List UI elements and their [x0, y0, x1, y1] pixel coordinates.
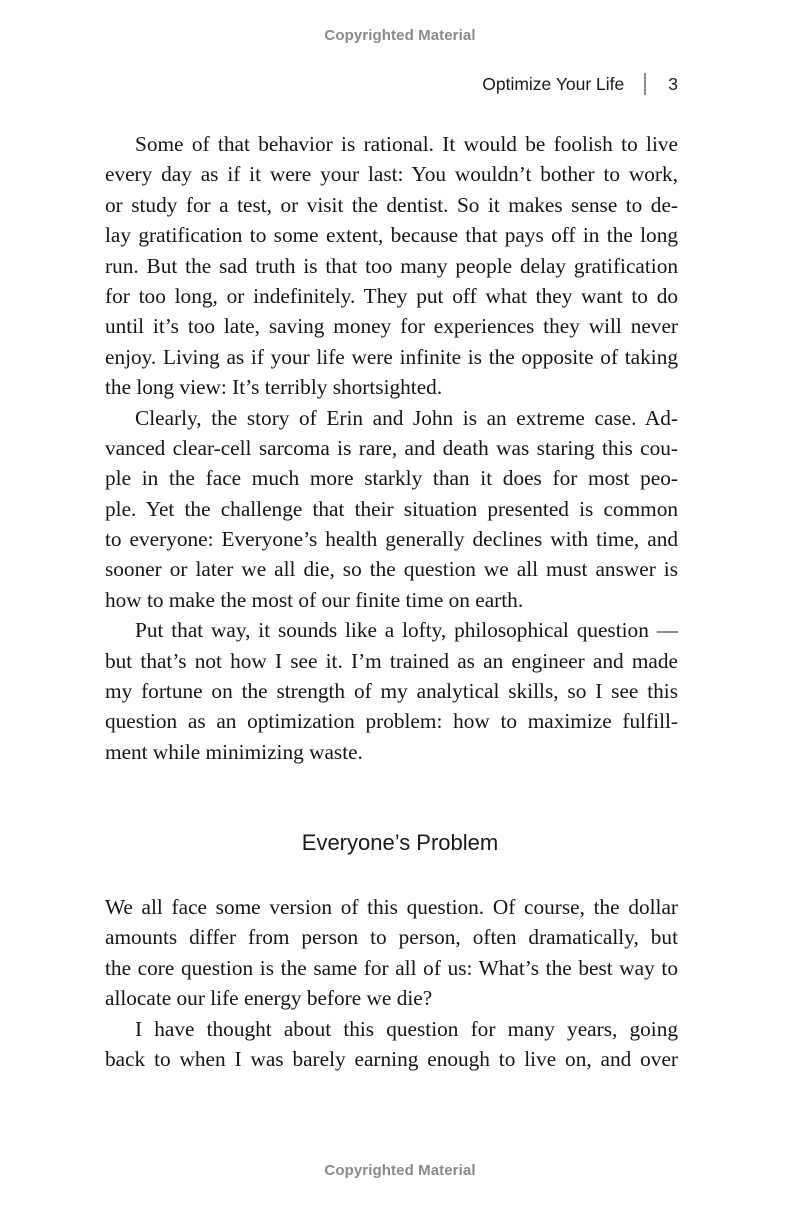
paragraph-4	[105, 892, 678, 1014]
text-line: or study for a test, or visit the dentist. So it makes sense to de-	[105, 192, 678, 217]
text-line: vanced clear-cell sarcoma is rare, and death was staring this cou-	[105, 435, 678, 460]
text-line: the core question is the same for all of us: What’s the best way to	[105, 955, 678, 980]
text-line: Put that way, it sounds like a lofty, philosophical question —	[135, 618, 678, 643]
paragraph-5	[105, 1014, 678, 1075]
text-line: lay gratification to some extent, because that pays off in the long	[105, 223, 678, 248]
text-line: Some of that behavior is rational. It would be foolish to live	[135, 132, 678, 156]
text-line: to everyone: Everyone’s health generally declines with time, and	[105, 527, 678, 552]
header-divider	[644, 73, 646, 95]
text-line: the long view: It’s terribly shortsighted.	[105, 375, 443, 400]
text-line: question as an optimization problem: how to maximize fulfill-	[105, 709, 678, 734]
paragraph-3	[105, 615, 678, 767]
text-line: for too long, or indefinitely. They put off what they want to do	[105, 283, 678, 308]
text-line: ple. Yet the challenge that their situation presented is common	[105, 496, 678, 521]
text-line: allocate our life energy before we die?	[105, 986, 433, 1011]
text-line: my fortune on the strength of my analytical skills, so I see this	[105, 679, 678, 704]
text-line: back to when I was barely earning enough to live on, and over	[105, 1046, 678, 1071]
text-line: ment while minimizing waste.	[105, 739, 363, 764]
text-line: every day as if it were your last: You wouldn’t bother to work,	[105, 162, 678, 187]
text-line: I have thought about this question for many years, going	[135, 1016, 678, 1041]
text-line: but that’s not how I see it. I’m trained as an engineer and made	[105, 648, 678, 673]
paragraph-1	[105, 129, 678, 403]
book-title: Optimize Your Life	[482, 73, 625, 94]
paragraph-2	[105, 403, 678, 616]
text-line: amounts differ from person to person, often dramatically, but	[105, 925, 678, 950]
text-line: ple in the face much more starkly than it does for most peo-	[105, 466, 678, 491]
text-line: until it’s too late, saving money for experiences they will never	[105, 314, 678, 339]
text-line: sooner or later we all die, so the question we all must answer is	[105, 557, 678, 582]
section-heading: Everyone’s Problem	[301, 830, 499, 855]
section-2-body	[105, 892, 678, 1074]
page-number: 3	[668, 73, 678, 94]
text-line: run. But the sad truth is that too many people delay gratification	[105, 253, 678, 278]
copyright-watermark-bottom: Copyrighted Material	[324, 1162, 476, 1179]
text-line: We all face some version of this question. Of course, the dollar	[105, 895, 678, 919]
running-head	[482, 73, 678, 95]
section-1-body	[105, 129, 678, 767]
text-line: Clearly, the story of Erin and John is an extreme case. Ad-	[135, 405, 678, 430]
text-line: how to make the most of our finite time on earth.	[105, 587, 524, 612]
copyright-watermark-top: Copyrighted Material	[324, 27, 476, 44]
text-line: enjoy. Living as if your life were infinite is the opposite of taking	[105, 344, 678, 369]
